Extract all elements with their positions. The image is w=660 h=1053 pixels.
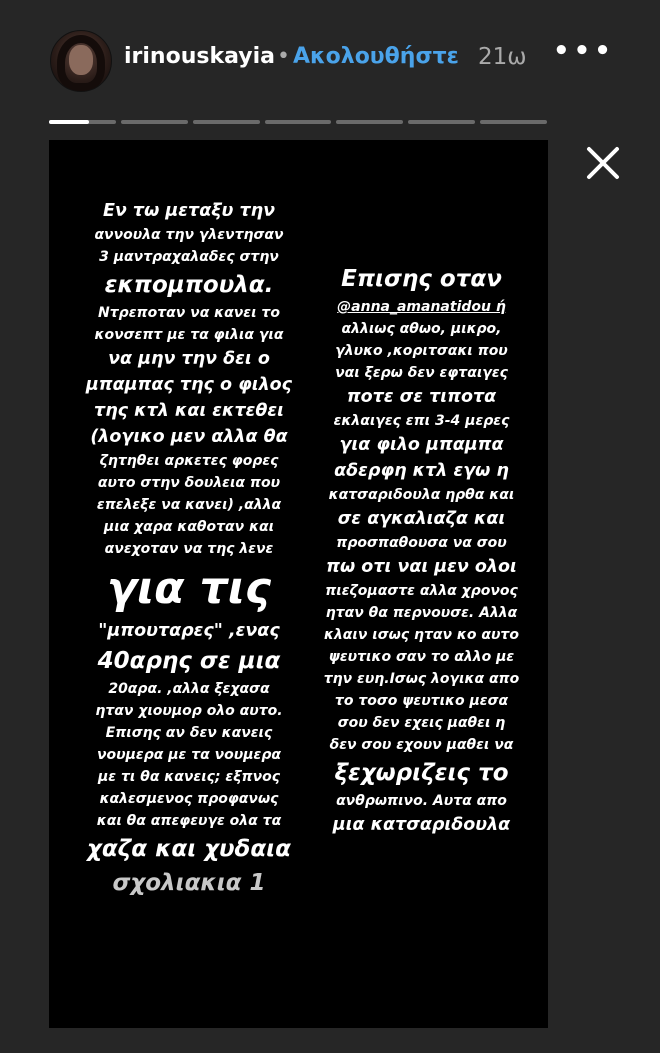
story-text-line: Εν τω μεταξυ την	[102, 201, 276, 221]
story-text-left-column	[69, 198, 309, 900]
story-text-line: "μπουταρες" ,ενας	[98, 621, 280, 641]
separator-dot: •	[277, 44, 290, 69]
story-text-line: Επισης αν δεν κανεις	[105, 725, 273, 741]
story-text-line: σου δεν εχεις μαθει η	[337, 715, 506, 731]
story-text-line: μια χαρα καθοταν και	[103, 519, 275, 535]
progress-segment	[193, 120, 260, 124]
story-text-line: ηταν χιουμορ ολο αυτο.	[95, 703, 283, 719]
story-text-line: ηταν θα περνουσε. Αλλα	[325, 605, 518, 621]
post-time: 21ω	[478, 44, 527, 70]
story-text-line: ανεχοταν να της λενε	[104, 541, 274, 557]
story-text-line: της κτλ και εκτεθει	[94, 401, 284, 421]
story-text-line: πω οτι ναι μεν ολοι	[326, 557, 517, 577]
story-text-line: σχολιακια 1	[112, 870, 266, 896]
follow-button[interactable]: Ακολουθήστε	[293, 44, 459, 69]
story-text-line: (λογικο μεν αλλα θα	[90, 427, 288, 447]
avatar-face	[69, 45, 93, 75]
story-text-line: αυτο στην δουλεια που	[97, 475, 281, 491]
story-text-line: κονσεπτ με τα φιλια για	[94, 327, 284, 343]
story-text-line: Επισης οταν	[341, 266, 502, 292]
progress-segment	[480, 120, 547, 124]
story-text-line: μπαμπας της ο φιλος	[85, 375, 293, 395]
story-content[interactable]	[49, 140, 548, 1028]
story-text-line: πιεζομαστε αλλα χρονος	[325, 583, 518, 599]
story-text-line: 40αρης σε μια	[97, 648, 281, 674]
story-text-line: δεν σου εχουν μαθει να	[329, 737, 514, 753]
progress-segment	[408, 120, 475, 124]
progress-segment	[265, 120, 332, 124]
story-text-line: 20αρα. ,αλλα ξεχασα	[108, 681, 270, 697]
story-text-line: ψευτικο σαν το αλλο με	[328, 649, 515, 665]
progress-segment	[121, 120, 188, 124]
story-text-line: για τις	[107, 563, 271, 614]
story-text-line: χαζα και χυδαια	[87, 836, 291, 862]
close-icon[interactable]	[583, 143, 623, 183]
story-text-line: προσπαθουσα να σου	[336, 535, 507, 551]
avatar[interactable]	[50, 30, 112, 92]
story-text-line: επελεξε να κανει) ,αλλα	[96, 497, 282, 513]
story-text-line: για φιλο μπαμπα	[339, 435, 504, 455]
story-text-line: ζητηθει αρκετες φορες	[99, 453, 279, 469]
story-text-line: εκλαιγες επι 3-4 μερες	[333, 413, 510, 429]
progress-segment	[336, 120, 403, 124]
story-text-line: γλυκο ,κοριτσακι που	[335, 343, 508, 359]
story-text-line: @anna_amanatidou ή	[337, 299, 506, 315]
more-options-icon[interactable]: •••	[553, 36, 615, 66]
story-text-line: νουμερα με τα νουμερα	[97, 747, 281, 763]
story-text-line: αλλιως αθωο, μικρο,	[341, 321, 502, 337]
story-text-line: ξεχωριζεις το	[334, 760, 509, 786]
story-text-line: αννουλα την γλεντησαν	[94, 227, 284, 243]
story-text-line: μια κατσαριδουλα	[332, 815, 511, 835]
story-text-line: με τι θα κανεις; εξπνος	[97, 769, 281, 785]
story-text-line: κλαιν ισως ηταν κο αυτο	[324, 627, 519, 643]
story-text-line: ανθρωπινο. Αυτα απο	[336, 793, 507, 809]
story-header	[0, 0, 660, 120]
story-text-right-column	[304, 262, 539, 838]
story-text-line: καλεσμενος προφανως	[99, 791, 279, 807]
story-text-line: κατσαριδουλα ηρθα και	[328, 487, 515, 503]
story-text-line: 3 μαντραχαλαδες στην	[99, 249, 279, 265]
progress-segment	[49, 120, 116, 124]
story-text-line: την ευη.Ισως λογικα απο	[323, 671, 520, 687]
story-text-line: αδερφη κτλ εγω η	[334, 461, 509, 481]
story-text-line: σε αγκαλιαζα και	[337, 509, 506, 529]
story-text-line: και θα απεφευγε ολα τα	[96, 813, 282, 829]
username-link[interactable]: irinouskayia	[124, 44, 275, 69]
story-text-line: εκπομπουλα.	[104, 272, 274, 298]
story-text-line: το τοσο ψευτικο μεσα	[334, 693, 509, 709]
story-text-line: ναι ξερω δεν εφταιγες	[335, 365, 508, 381]
progress-fill	[49, 120, 89, 124]
story-progress-bar	[49, 120, 547, 124]
story-text-line: ποτε σε τιποτα	[346, 387, 497, 407]
story-text-line: να μην την δει ο	[108, 349, 270, 369]
story-text-line: Ντρεποταν να κανει το	[98, 305, 280, 321]
